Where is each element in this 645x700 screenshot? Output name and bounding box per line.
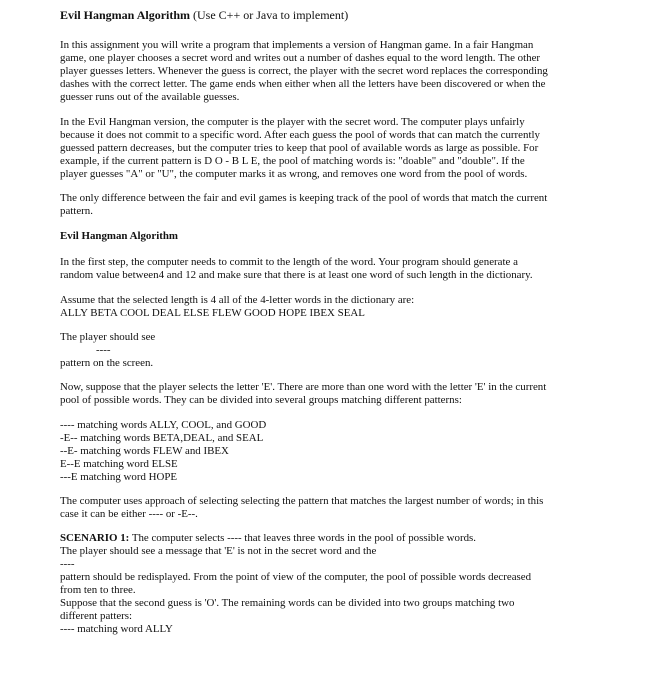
pattern-group-item: --E- matching words FLEW and IBEX bbox=[60, 445, 229, 457]
text-line: In the first step, the computer needs to commit to the length of the word. Your program should generate a bbox=[60, 256, 518, 268]
pattern-group-item: ---- matching words ALLY, COOL, and GOOD bbox=[60, 419, 267, 431]
text-line: Now, suppose that the player selects the letter 'E'. There are more than one word with the letter 'E' in the current bbox=[60, 381, 547, 393]
text-line: guessed pattern decreases, but the computer tries to keep that pool of available words as large as possible. For bbox=[60, 142, 539, 154]
section-heading: Evil Hangman Algorithm bbox=[60, 230, 178, 242]
text-line: because it does not commit to a specific word. After each guess the pool of words that can match the currently bbox=[60, 129, 540, 141]
text-line: player guesses "A" or "U", the computer marks it as wrong, and removes one word from the pool of words. bbox=[60, 168, 528, 180]
text-line: case it can be either ---- or -E--. bbox=[60, 508, 198, 520]
player-sees-paragraph bbox=[60, 331, 580, 370]
intro-paragraph bbox=[60, 39, 580, 104]
text-line: ---- matching word ALLY bbox=[60, 623, 173, 635]
title-note: (Use C++ or Java to implement) bbox=[190, 8, 349, 22]
text-line: The only difference between the fair and evil games is keeping track of the pool of words that match the current bbox=[60, 192, 548, 204]
scenario-text: The computer selects ---- that leaves three words in the pool of possible words. bbox=[129, 532, 476, 544]
scenario-paragraph bbox=[60, 532, 580, 636]
text-line: pattern should be redisplayed. From the point of view of the computer, the pool of possible words decreased bbox=[60, 571, 532, 583]
text-line: The player should see bbox=[60, 331, 156, 343]
text-line: Suppose that the second guess is 'O'. The remaining words can be divided into two groups matching two bbox=[60, 597, 515, 609]
scenario-first-line bbox=[60, 532, 580, 545]
word-list-paragraph bbox=[60, 294, 580, 320]
text-line: guesser runs out of the available guesses. bbox=[60, 91, 240, 103]
pattern-display: ---- bbox=[96, 344, 111, 356]
text-line: game, one player chooses a secret word and writes out a number of dashes equal to the word length. The other bbox=[60, 52, 541, 64]
pattern-display: ---- bbox=[60, 558, 75, 570]
text-line: from ten to three. bbox=[60, 584, 136, 596]
text-line: pool of possible words. They can be divided into several groups matching different patterns: bbox=[60, 394, 462, 406]
first-step-paragraph bbox=[60, 256, 580, 282]
text-line: In the Evil Hangman version, the computer is the player with the secret word. The computer plays unfairly bbox=[60, 116, 525, 128]
text-line: different patters: bbox=[60, 610, 133, 622]
text-line: In this assignment you will write a program that implements a version of Hangman game. In a fair Hangman bbox=[60, 39, 534, 51]
approach-paragraph bbox=[60, 495, 580, 521]
text-line: The player should see a message that 'E' is not in the secret word and the bbox=[60, 545, 377, 557]
document-title bbox=[60, 9, 580, 22]
title-bold: Evil Hangman Algorithm bbox=[60, 8, 191, 22]
evil-version-paragraph bbox=[60, 116, 580, 181]
difference-paragraph bbox=[60, 192, 580, 218]
text-line: The computer uses approach of selecting selecting the pattern that matches the largest number of words; in this bbox=[60, 495, 544, 507]
pattern-groups-list bbox=[60, 419, 580, 484]
text-line: pattern. bbox=[60, 205, 93, 217]
word-list: ALLY BETA COOL DEAL ELSE FLEW GOOD HOPE IBEX SEAL bbox=[60, 307, 365, 319]
pattern-group-item: E--E matching word ELSE bbox=[60, 458, 178, 470]
text-line: random value between4 and 12 and make sure that there is at least one word of such length in the dictionary. bbox=[60, 269, 533, 281]
suppose-paragraph bbox=[60, 381, 580, 407]
pattern-group-item: ---E matching word HOPE bbox=[60, 471, 178, 483]
text-line: example, if the current pattern is D O - B L E, the pool of matching words is: "doable" and "double". If the bbox=[60, 155, 525, 167]
scenario-label: SCENARIO 1: bbox=[60, 532, 130, 544]
text-line: pattern on the screen. bbox=[60, 357, 154, 369]
pattern-group-item: -E-- matching words BETA,DEAL, and SEAL bbox=[60, 432, 264, 444]
text-line: Assume that the selected length is 4 all of the 4-letter words in the dictionary are: bbox=[60, 294, 415, 306]
text-line: dashes with the correct letter. The game ends when either when all the letters have been discovered or when the bbox=[60, 78, 546, 90]
text-line: player guesses letters. Whenever the guess is correct, the player with the secret word replaces the corresponding bbox=[60, 65, 548, 77]
